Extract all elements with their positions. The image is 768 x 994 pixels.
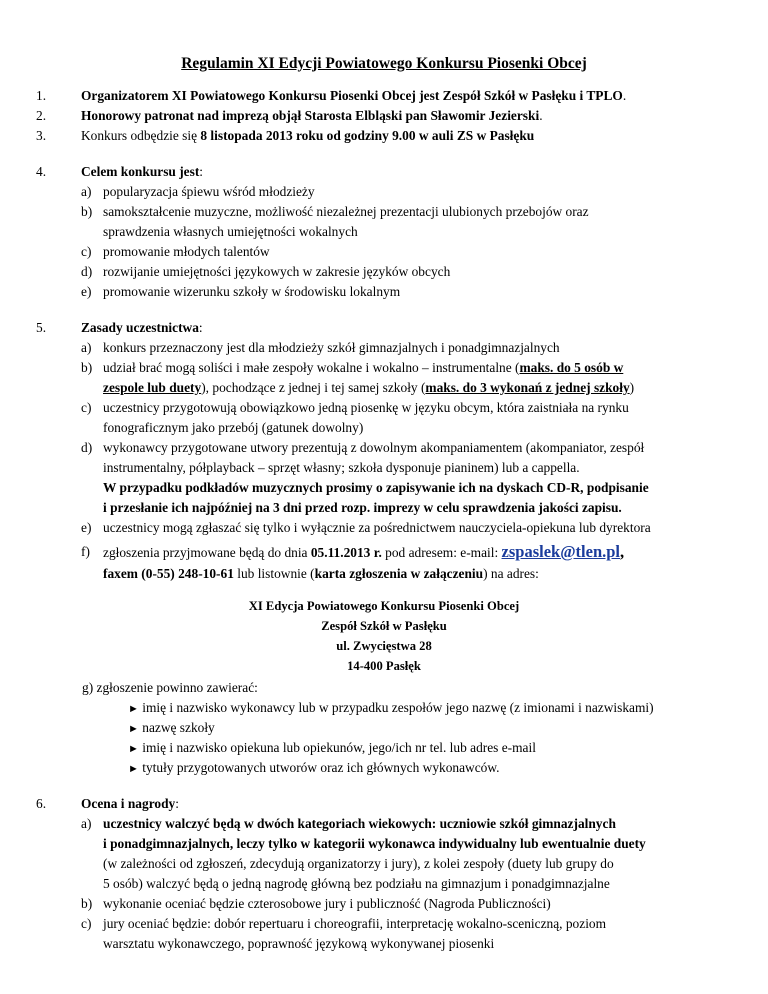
page-title: Regulamin XI Edycji Powiatowego Konkursu Piosenki Obcej — [181, 55, 587, 72]
max-group-size: maks. do 5 osób w — [519, 360, 624, 375]
bullet-item: ► tytuły przygotowanych utworów oraz ich głównych wykonawców. — [128, 760, 500, 775]
bullet-arrow-icon: ► — [128, 723, 139, 735]
deadline-date: 05.11.2013 r. — [310, 545, 382, 560]
document-page: Regulamin XI Edycji Powiatowego Konkursu Piosenki Obcej 1. Organizatorem XI Powiatowego Konkursu Piosenki Obcej jest Zespół Szkół w Pasłęku i TPLO. 2. Honorowy patronat nad imprezą objął Starosta Elbląski pan Sławomir Jezierski. 3. Konkurs odbędzie się 8 listopada 2013 roku od godziny 9.00 w auli ZS w Pasłęku 4. Celem konkursu jest: a) popularyzacja śpiewu wśród młodzieży b) samokształcenie muzyczne, możliwość niezależnej prezentacji ulubionych przebojów oraz sprawdzenia własnych umiejętności wokalnych c) promowanie młodych talentów d) rozwijanie umiejętności językowych w zakresie języków obcych e) promowanie wizerunku szkoły w środowisku lokalnym 5. Zasady uczestnictwa: a) konkurs przeznaczony jest dla młodzieży szkół gimnazjalnych i ponadgimnazjalnych b) udział brać mogą soliści i małe zespoły wokalne i wokalno – instrumentalne (maks. do 5 osób w zespole lub duety), pochodzące z jednej i tej samej szkoły (maks. do 3 wykonań z jednej szkoły) c) uczestnicy przygotowują obowiązkowo jedną piosenkę w języku obcym, która zaistniała na rynku fonograficznym jako przebój (gatunek dowolny) d) wykonawcy przygotowane utwory prezentują z dowolnym akompaniamentem (akompaniator, zespół instrumentalny, półplayback – sprzęt własny; szkoła dysponuje pianinem) lub a cappella. W przypadku podkładów muzycznych prosimy o zapisywanie ich na dyskach CD-R, podpisanie i przesłanie ich najpóźniej na 3 dni przed rozp. imprezy w celu sprawdzenia jakości zapisu. e) uczestnicy mogą zgłaszać się tylko i wyłącznie za pośrednictwem nauczyciela-opiekuna lub dyrektora f) zgłoszenia przyjmowane będą do dnia 05.11.2013 r. pod adresem: e-mail: zspaslek@tlen.pl, faxem (0-55) 248-10-61 lub listownie (karta zgłoszenia w załączeniu) na adres: XI Edycja Powiatowego Konkursu Piosenki Obcej Zespół Szkół w Pasłęku ul. Zwycięstwa 28 14-400 Pasłęk g) zgłoszenie powinno zawierać: ► imię i nazwisko wykonawcy lub w przypadku zespołów jego nazwę (z imionami i nazwiskami) ► nazwę szkoły ► imię i nazwisko opiekuna lub opiekunów, jego/ich nr tel. lub adres e-mail ► tytuły przygotowanych utworów oraz ich głównych wykonawców. 6. Ocena i nagrody: a) uczestnicy walczyć będą w dwóch kategoriach wiekowych: uczniowie szkół gimnazjalnych i ponadgimnazjalnych, leczy tylko w kategorii wykonawca indywidualny lub ewentualnie duety (w zależności od zgłoszeń, zdecydują organizatorzy i jury), z kolei zespoły (duety lub grupy do 5 osób) walczyć będą o jedną nagrodę główną bez podziału na gimnazjum i ponadgimnazjalne b) wykonanie oceniać będzie czterosobowe jury i publiczność (Nagroda Publiczności) c) jury oceniać będzie: dobór repertuaru i choreografii, interpretację wokalno-sceniczną, poziom warsztatu wykonawczego, poprawność językową wykonywanej piosenki — [0, 0, 768, 994]
section-number: 3. — [36, 128, 47, 143]
bullet-item: ► imię i nazwisko wykonawcy lub w przypadku zespołów jego nazwę (z imionami i nazwiskami) — [128, 700, 654, 715]
email-link[interactable]: zspaslek@tlen.pl — [501, 542, 621, 561]
bullet-arrow-icon: ► — [128, 743, 139, 755]
bullet-arrow-icon: ► — [128, 763, 139, 775]
section-number: 1. — [36, 88, 47, 103]
bullet-item: ► nazwę szkoły — [128, 720, 215, 735]
organizer-text: Organizatorem XI Powiatowego Konkursu Piosenki Obcej jest Zespół Szkół w Pasłęku i TPLO — [81, 88, 623, 103]
section-number: 2. — [36, 108, 47, 123]
bullet-arrow-icon: ► — [128, 703, 139, 715]
patronage-text: Honorowy patronat nad imprezą objął Starosta Elbląski pan Sławomir Jezierski — [81, 108, 540, 123]
max-performances: maks. do 3 wykonań z jednej szkoły — [425, 380, 630, 395]
bullet-item: ► imię i nazwisko opiekuna lub opiekunów, jego/ich nr tel. lub adres e-mail — [128, 740, 536, 755]
fax-number: faxem (0-55) 248-10-61 — [103, 566, 234, 581]
event-date: 8 listopada 2013 roku od godziny 9.00 w auli ZS w Pasłęku — [200, 128, 535, 143]
